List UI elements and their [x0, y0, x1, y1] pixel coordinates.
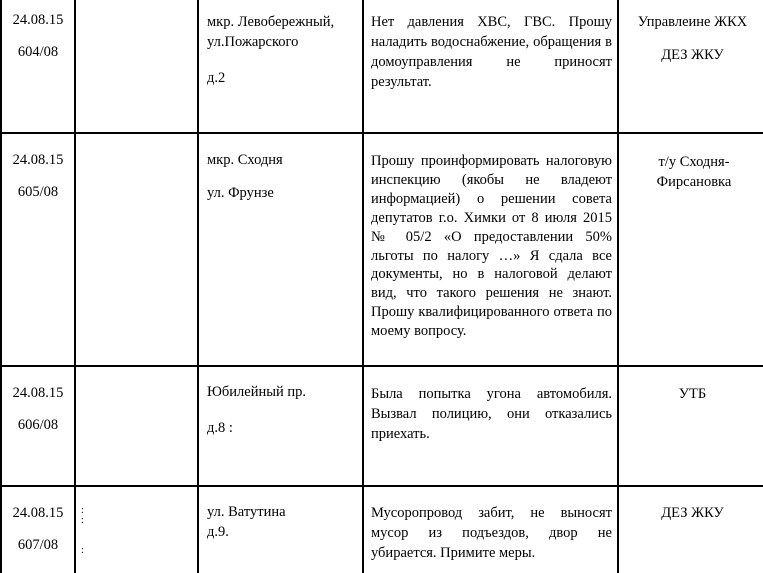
- row-divider: [0, 485, 763, 487]
- row-date: 24.08.15: [12, 385, 64, 401]
- row-complaint: Была попытка угона автомобиля. Вызвал полицию, они отказались приехать.: [371, 386, 612, 442]
- address-line: Юбилейный пр.: [207, 384, 306, 400]
- table-border-left: [0, 0, 2, 573]
- organization-line: Управлеине ЖКХ: [637, 14, 748, 30]
- table-row: [2, 10, 74, 62]
- row-date: 24.08.15: [12, 505, 64, 521]
- table-row: [2, 503, 74, 555]
- address-line: д.9.: [207, 524, 229, 540]
- row-address: [207, 382, 357, 438]
- column-divider: [362, 0, 364, 573]
- address-line: ул. Фрунзе: [207, 185, 274, 201]
- organization-line: ДЕЗ ЖКУ: [661, 505, 724, 521]
- address-house: д.2: [207, 70, 226, 86]
- row-date: 24.08.15: [12, 152, 64, 168]
- address-line: ул. Ватутина: [207, 504, 286, 520]
- address-line: ул.Пожарского: [207, 34, 299, 50]
- table-row: [2, 150, 74, 202]
- row-organization: [622, 503, 763, 523]
- row-divider: [0, 365, 763, 367]
- row-organization: [622, 12, 763, 65]
- row-complaint: Прошу проинформировать налоговую инспекцию (якобы не владеют информацией) о решении совета депутатов г.о. Химки от 8 июля 2015 № 05/2 «О предоставлении 50% льготы по налогу …» Я сдала все документы, но в налоговой делают вид, что такого решения не знают. Прошу квалифицированного ответа по моему вопросу.: [371, 153, 612, 340]
- organization-line: т/у Сходня-Фирсановка: [656, 154, 732, 190]
- row-number: 604/08: [17, 44, 59, 60]
- column-divider: [74, 0, 76, 573]
- row-address: [207, 502, 357, 542]
- row-complaint: Нет давления ХВС, ГВС. Прошу наладить водоснабжение, обращения в домоуправления не приносят результат.: [371, 14, 612, 90]
- row-address: [207, 12, 357, 88]
- row-organization: [640, 152, 748, 192]
- row-number: 605/08: [17, 184, 59, 200]
- row-number: 606/08: [17, 417, 59, 433]
- column-divider: [617, 0, 619, 573]
- row-complaint: Мусоропровод забит, не выносят мусор из подъездов, двор не убирается. Примите меры.: [371, 505, 612, 561]
- organization-line: УТБ: [678, 386, 707, 402]
- address-line: мкр. Левобережный,: [207, 14, 335, 30]
- row-number: 607/08: [17, 537, 59, 553]
- row-date: 24.08.15: [12, 12, 64, 28]
- table-row: [2, 383, 74, 435]
- organization-line: ДЕЗ ЖКУ: [661, 47, 724, 63]
- ellipsis-marks: : : :: [81, 505, 84, 556]
- address-line: мкр. Сходня: [207, 152, 283, 168]
- row-divider: [0, 132, 763, 134]
- row-address: [207, 150, 357, 203]
- row-organization: [622, 384, 763, 404]
- address-house: д.8 :: [207, 420, 233, 436]
- column-divider: [197, 0, 199, 573]
